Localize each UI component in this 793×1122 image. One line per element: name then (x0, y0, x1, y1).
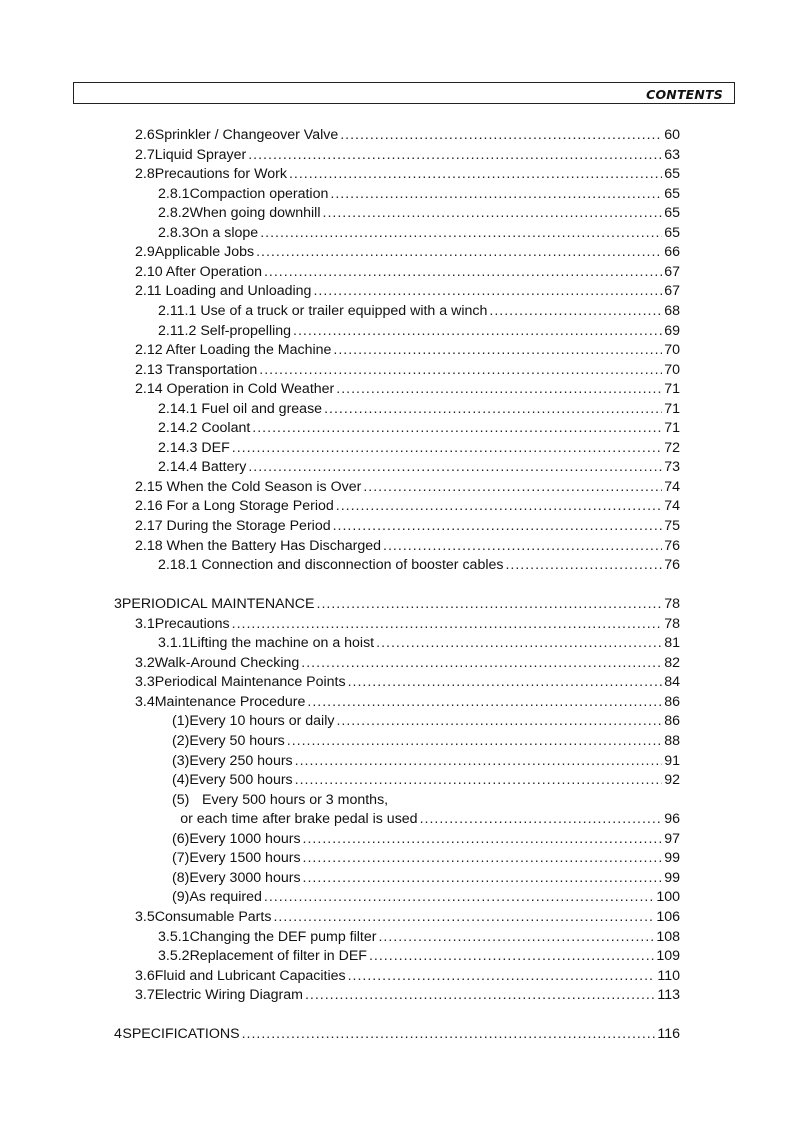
toc-entry-title: Every 500 hours or 3 months, (202, 791, 389, 808)
toc-entry[interactable] (135, 694, 680, 714)
toc-entry-page: 116 (657, 1026, 680, 1043)
toc-entry[interactable] (172, 713, 680, 733)
toc-entry-page: 99 (664, 869, 680, 886)
toc-entry[interactable] (135, 616, 680, 636)
toc-entry-page: 81 (664, 635, 680, 652)
dot-leader (333, 518, 663, 534)
toc-entry-number: 4 (114, 1026, 122, 1043)
toc-entry-page: 72 (664, 439, 680, 456)
toc-entry-page: 67 (664, 283, 680, 300)
dot-leader (307, 694, 662, 710)
dot-leader (313, 283, 662, 299)
dot-leader (330, 186, 662, 202)
toc-entry-page: 108 (656, 928, 680, 945)
toc-entry[interactable] (158, 948, 680, 968)
toc-entry[interactable] (172, 870, 680, 890)
toc-entry-number: 3.3 (135, 674, 155, 691)
toc-entry[interactable] (135, 264, 680, 284)
toc-entry-page: 66 (664, 244, 680, 261)
toc-entry-number: 3.5.2 (158, 948, 190, 965)
dot-leader (248, 459, 662, 475)
toc-entry[interactable] (114, 1026, 680, 1046)
toc-entry-number: (1) (172, 713, 190, 730)
dot-leader (333, 342, 662, 358)
toc-entry-page: 100 (656, 889, 680, 906)
dot-leader (260, 225, 662, 241)
toc-entry[interactable] (135, 987, 680, 1007)
toc-entry-number: 2.8.3 (158, 224, 190, 241)
toc-entry-title: Every 10 hours or daily (189, 713, 335, 730)
dot-leader (340, 127, 662, 143)
toc-entry-title: PERIODICAL MAINTENANCE (121, 596, 315, 613)
dot-leader (303, 870, 663, 886)
dot-leader (336, 498, 662, 514)
dot-leader (252, 420, 662, 436)
toc-entry-number: 2.9 (135, 244, 155, 261)
dot-leader (348, 968, 656, 984)
toc-entry[interactable] (135, 381, 680, 401)
dot-leader (348, 674, 663, 690)
toc-entry-number: (7) (172, 850, 190, 867)
toc-entry-page: 74 (664, 478, 680, 495)
toc-entry-page: 76 (664, 557, 680, 574)
toc-entry[interactable] (158, 323, 680, 343)
dot-leader (376, 635, 662, 651)
dot-leader (301, 655, 662, 671)
toc-entry-number: (4) (172, 772, 190, 789)
toc-entry[interactable] (158, 440, 680, 460)
toc-entry-title: Changing the DEF pump filter (189, 928, 377, 945)
toc-entry-page: 69 (664, 322, 680, 339)
toc-entry-title: Walk-Around Checking (154, 654, 300, 671)
toc-entry-title: Consumable Parts (154, 908, 272, 925)
toc-entry-title: Applicable Jobs (154, 244, 255, 261)
dot-leader (323, 205, 663, 221)
toc-entry[interactable] (135, 362, 680, 382)
toc-entry-title: 2.11 Loading and Unloading (135, 283, 312, 300)
toc-entry-page: 71 (664, 381, 680, 398)
toc-entry-title: 2.14.3 DEF (158, 439, 230, 456)
toc-entry-title: Liquid Sprayer (154, 146, 247, 163)
toc-entry-page: 65 (664, 205, 680, 222)
toc-entry-page: 82 (664, 654, 680, 671)
dot-leader (256, 244, 662, 260)
toc-entry[interactable] (172, 811, 680, 831)
toc-entry-page: 91 (664, 752, 680, 769)
toc-entry-page: 71 (664, 400, 680, 417)
toc-entry-title: Replacement of filter in DEF (189, 948, 367, 965)
toc-entry-number: 2.8.1 (158, 185, 190, 202)
toc-entry-title: Electric Wiring Diagram (154, 987, 303, 1004)
toc-entry-page: 70 (664, 361, 680, 378)
toc-entry[interactable] (135, 283, 680, 303)
toc-entry[interactable] (158, 929, 680, 949)
toc-entry-page: 65 (664, 166, 680, 183)
toc-entry[interactable] (135, 674, 680, 694)
toc-entry-title: 2.15 When the Cold Season is Over (135, 478, 362, 495)
toc-entry-title: 2.16 For a Long Storage Period (135, 498, 334, 515)
toc-entry[interactable] (135, 968, 680, 988)
toc-entry[interactable] (158, 225, 680, 245)
toc-entry-title: Every 250 hours (189, 752, 293, 769)
toc-entry-page: 96 (664, 811, 680, 828)
toc-entry-number: 3.7 (135, 987, 155, 1004)
toc-entry-page: 60 (664, 127, 680, 143)
toc-entry-title: 2.17 During the Storage Period (135, 518, 331, 534)
toc-entry[interactable] (158, 420, 680, 440)
toc-entry-title: Every 3000 hours (189, 869, 301, 886)
dot-leader (242, 1026, 656, 1042)
toc-entry-number: 3.5 (135, 908, 155, 925)
toc-entry-title: Every 50 hours (189, 733, 285, 749)
dot-leader (259, 362, 662, 378)
toc-entry-title: 2.10 After Operation (135, 263, 262, 280)
toc-entry[interactable] (135, 127, 680, 147)
toc-entry-number: 2.8.2 (158, 205, 190, 222)
dot-leader (232, 616, 663, 632)
toc-entry-title: Every 1000 hours (189, 830, 301, 847)
toc-entry[interactable] (135, 655, 680, 675)
toc-entry-title: 2.12 After Loading the Machine (135, 342, 332, 359)
dot-leader (420, 811, 663, 827)
toc-entry-number: 3.5.1 (158, 928, 190, 945)
dot-leader (293, 323, 662, 339)
toc-entry-number: (2) (172, 733, 190, 749)
toc-entry-page: 113 (657, 987, 680, 1004)
toc-entry[interactable] (135, 147, 680, 167)
toc-entry-number: (3) (172, 752, 190, 769)
dot-leader (489, 303, 662, 319)
toc-entry-page: 68 (664, 302, 680, 319)
dot-leader (505, 557, 662, 573)
toc-entry-page: 92 (664, 772, 680, 789)
toc-entry-title: Every 1500 hours (189, 850, 301, 867)
toc-entry[interactable] (135, 538, 680, 558)
toc-entry-page: 70 (664, 342, 680, 359)
toc-entry-page: 99 (664, 850, 680, 867)
toc-entry[interactable] (172, 753, 680, 773)
toc-entry[interactable] (158, 459, 680, 479)
toc-entry-page: 88 (664, 733, 680, 749)
toc-entry-title: 2.14.1 Fuel oil and grease (158, 400, 323, 417)
toc-entry-page: 97 (664, 830, 680, 847)
toc-entry-page: 76 (664, 537, 680, 554)
dot-leader (248, 147, 662, 163)
dot-leader (324, 401, 662, 417)
toc-entry[interactable] (158, 557, 680, 577)
toc-entry[interactable] (158, 205, 680, 225)
toc-entry-number: (6) (172, 830, 190, 847)
toc-entry-number: (5) (172, 791, 190, 808)
dot-leader (303, 850, 663, 866)
toc-entry-title: or each time after brake pedal is used (180, 811, 418, 828)
toc-entry-title: 2.14.4 Battery (158, 459, 247, 476)
toc-entry-title: Compaction operation (189, 185, 329, 202)
toc-entry-number: 3.1 (135, 615, 155, 632)
dot-leader (369, 948, 654, 964)
toc-entry-number: 2.7 (135, 146, 155, 163)
toc-entry-page: 74 (664, 498, 680, 515)
toc-entry[interactable] (114, 596, 680, 616)
dot-leader (363, 479, 662, 495)
toc-entry-page: 78 (664, 596, 680, 613)
page-title: CONTENTS (646, 87, 723, 102)
toc-entry-title: 2.13 Transportation (135, 361, 258, 378)
toc-entry[interactable] (172, 733, 680, 753)
toc-entry-title: Lifting the machine on a hoist (189, 635, 375, 652)
toc-entry-page: 67 (664, 263, 680, 280)
toc-entry-number: (8) (172, 869, 190, 886)
dot-leader (295, 753, 663, 769)
toc-entry[interactable] (172, 831, 680, 851)
toc-entry[interactable] (135, 518, 680, 538)
toc-entry-page: 86 (664, 713, 680, 730)
toc-entry-title: When going downhill (189, 205, 321, 222)
dot-leader (383, 538, 662, 554)
toc-entry-number: 3.6 (135, 967, 155, 984)
toc-entry-title: On a slope (189, 224, 259, 241)
dot-leader (289, 166, 662, 182)
toc-entry[interactable] (135, 909, 680, 929)
dot-leader (264, 264, 662, 280)
toc-entry[interactable] (135, 166, 680, 186)
toc-entry[interactable] (172, 792, 680, 812)
toc-entry-title: 2.14 Operation in Cold Weather (135, 381, 335, 398)
dot-leader (287, 733, 662, 749)
dot-leader (317, 596, 663, 612)
toc-entry-number: 3.2 (135, 654, 155, 671)
dot-leader (264, 889, 654, 905)
toc-entry-page: 106 (656, 908, 680, 925)
toc-entry[interactable] (172, 889, 680, 909)
toc-entry-number: 3.1.1 (158, 635, 190, 652)
dot-leader (295, 772, 663, 788)
dot-leader (303, 831, 663, 847)
toc-entry-page: 110 (657, 967, 680, 984)
toc-entry-title: 2.14.2 Coolant (158, 420, 251, 437)
toc-entry[interactable] (158, 635, 680, 655)
toc-entry-page: 109 (656, 948, 680, 965)
toc-entry[interactable] (158, 186, 680, 206)
toc-entry-number: (9) (172, 889, 190, 906)
toc-entry-title: Precautions (154, 615, 230, 632)
dot-leader (305, 987, 655, 1003)
toc-entry-title: Sprinkler / Changeover Valve (154, 127, 339, 143)
toc-entry-title: Precautions for Work (154, 166, 287, 183)
dot-leader (336, 381, 662, 397)
toc-entry-page: 65 (664, 224, 680, 241)
toc-entry-page: 84 (664, 674, 680, 691)
toc-entry-title: 2.11.2 Self-propelling (158, 322, 292, 339)
toc-entry[interactable] (135, 342, 680, 362)
toc-entry-title: Maintenance Procedure (154, 693, 306, 710)
toc-entry-title: As required (189, 889, 262, 906)
toc-entry-title: Periodical Maintenance Points (154, 674, 346, 691)
dot-leader (232, 440, 662, 456)
toc-entry-title: SPECIFICATIONS (122, 1026, 240, 1043)
toc-entry[interactable] (172, 850, 680, 870)
toc-entry-page: 86 (664, 693, 680, 710)
toc-entry-page: 75 (664, 518, 680, 534)
toc-entry-page: 78 (664, 615, 680, 632)
toc-entry-title: Every 500 hours (189, 772, 293, 789)
header-box (73, 82, 735, 104)
toc-entry-title: 2.11.1 Use of a truck or trailer equipped with a winch (158, 302, 488, 319)
toc-entry-page: 71 (664, 420, 680, 437)
toc-entry-page: 65 (664, 185, 680, 202)
toc-entry[interactable] (135, 498, 680, 518)
toc-entry[interactable] (135, 244, 680, 264)
toc-entry-number: 2.6 (135, 127, 155, 143)
toc-entry[interactable] (158, 303, 680, 323)
toc-entry-title: 2.18 When the Battery Has Discharged (135, 537, 382, 554)
toc-entry[interactable] (135, 479, 680, 499)
toc-entry-number: 3 (114, 596, 122, 613)
toc-entry-page: 73 (664, 459, 680, 476)
toc-entry-page: 63 (664, 146, 680, 163)
toc-entry[interactable] (172, 772, 680, 792)
toc-entry[interactable] (158, 401, 680, 421)
toc-entry-number: 2.8 (135, 166, 155, 183)
toc-entry-title: Fluid and Lubricant Capacities (154, 967, 346, 984)
toc-entry-number: 3.4 (135, 693, 155, 710)
toc-entry-title: 2.18.1 Connection and disconnection of booster cables (158, 557, 504, 574)
dot-leader (378, 929, 654, 945)
dot-leader (336, 713, 662, 729)
dot-leader (273, 909, 654, 925)
